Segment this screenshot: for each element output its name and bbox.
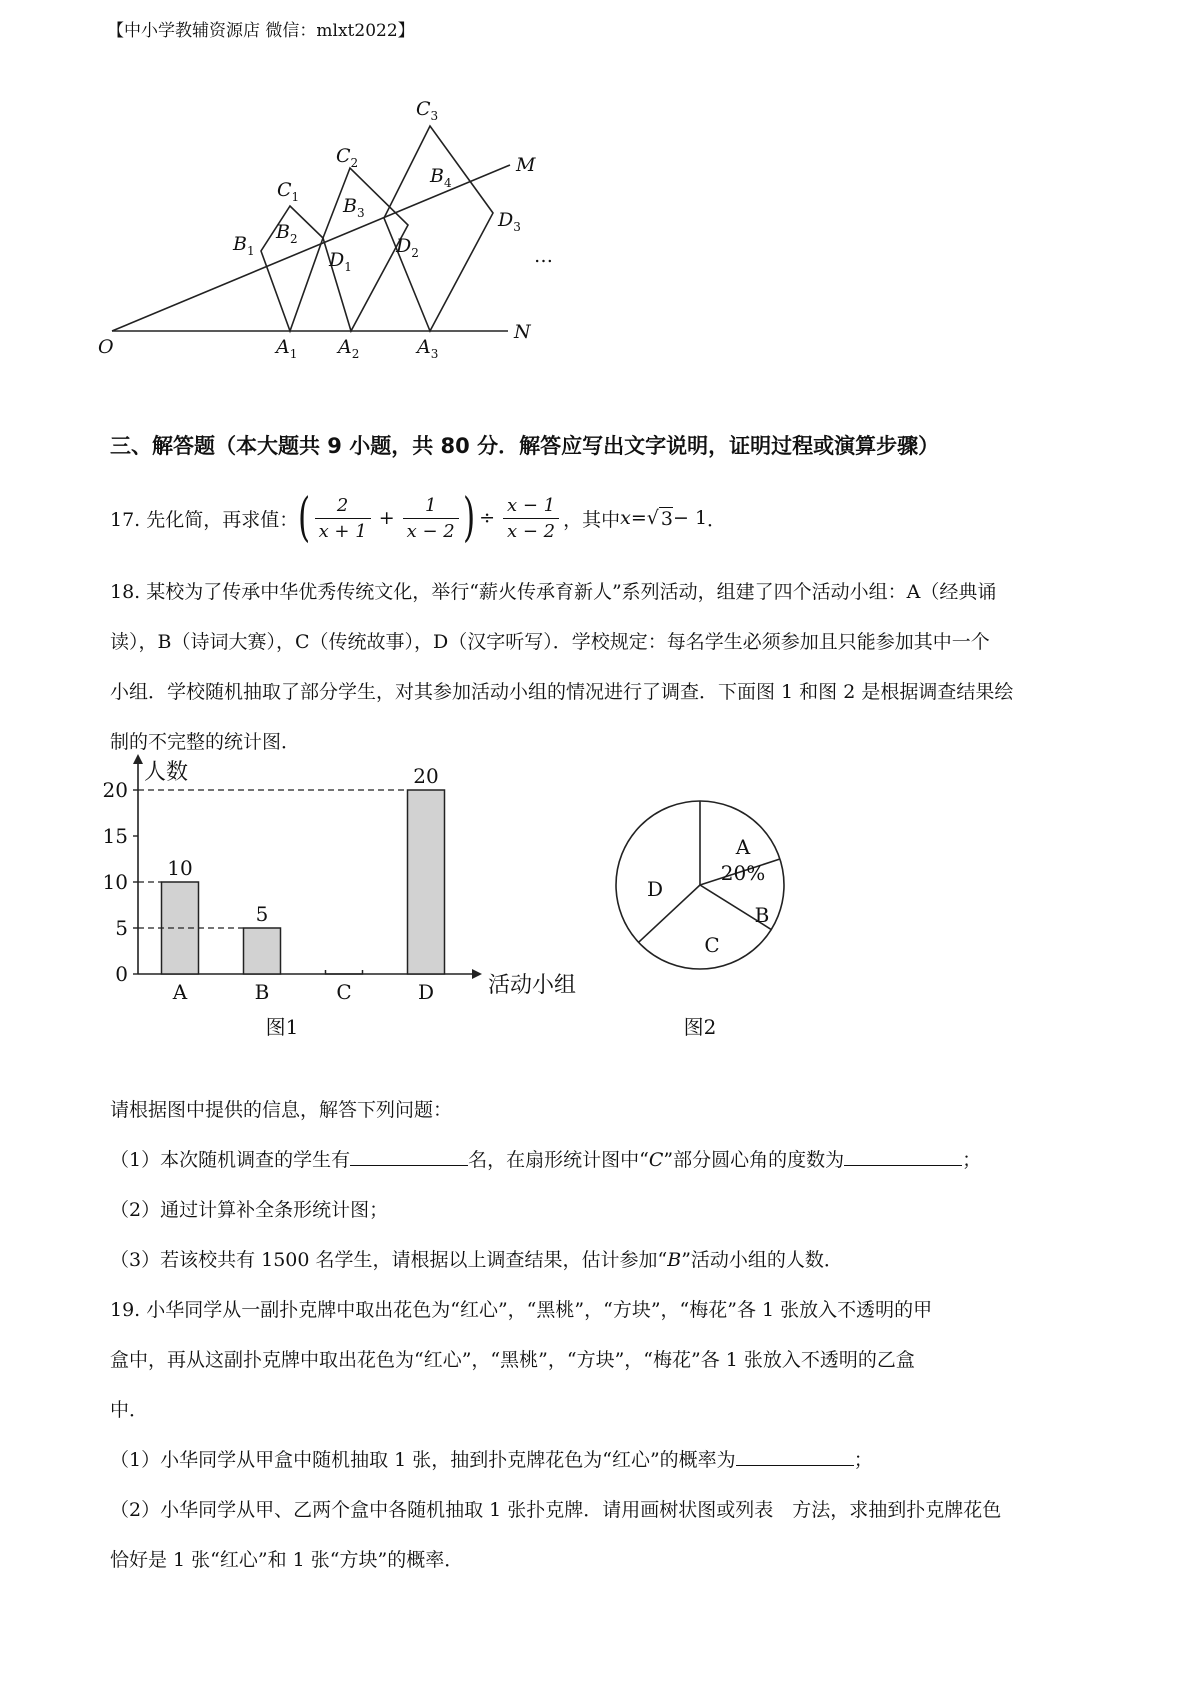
q18-line-2: 读），B（诗词大赛），C（传统故事），D（汉字听写）．学校规定：每名学生必须参加且只能参加其中一个: [110, 631, 990, 653]
q18-prompt: 请根据图中提供的信息，解答下列问题：: [110, 1099, 453, 1121]
q18-line-1: 18. 某校为了传承中华优秀传统文化，举行“薪火传承育新人”系列活动，组建了四个活动小组：A（经典诵: [110, 581, 997, 603]
q17-f3-num: x − 1: [506, 494, 556, 516]
bar-chart: [100, 752, 600, 1042]
answer-blank-2[interactable]: [844, 1164, 962, 1166]
category-label-B: B: [254, 980, 270, 1004]
q17-fraction-1: [315, 495, 371, 542]
q19-sub2-line-1: （2）小华同学从甲、乙两个盒中各随机抽取 1 张扑克牌．请用画树状图或列表 方法，求抽到扑克牌花色: [110, 1499, 1002, 1521]
q17-mid: ，其中: [563, 508, 621, 531]
q18-sub1: [110, 1135, 981, 1185]
data-label-A: 10: [167, 856, 193, 880]
bar-B: [244, 928, 281, 974]
answer-blank-3[interactable]: [736, 1464, 854, 1466]
bar-D: [408, 790, 445, 974]
y-tick-label: 15: [102, 824, 128, 848]
bar-chart-ylabel: 人数: [144, 760, 189, 785]
q17-x: x: [620, 507, 631, 529]
q17-eq: =: [630, 507, 647, 529]
q19-sub2-line-2: 恰好是 1 张“红心”和 1 张“方块”的概率．: [110, 1549, 464, 1571]
label-b1: $B_1$: [233, 233, 255, 258]
q19-sub1-end: ；: [853, 1449, 873, 1471]
category-label-C: C: [336, 980, 352, 1004]
right-paren: ): [462, 488, 476, 548]
q18-sub1-text-d: ”部分圆心角的度数为: [663, 1149, 845, 1171]
q17-tail: − 1: [672, 507, 708, 529]
left-paren: (: [298, 488, 311, 548]
pie-percent-A: 20%: [720, 861, 766, 885]
bar-chart-xlabel: 活动小组: [488, 973, 577, 998]
label-ellipsis: …: [534, 245, 553, 267]
pie-chart: [600, 770, 800, 1042]
label-c1: $C_1$: [277, 179, 300, 204]
label-m: M: [516, 154, 536, 176]
q18-sub1-text-a: （1）本次随机调查的学生有: [110, 1149, 351, 1171]
label-d2: $D_2$: [396, 235, 419, 260]
label-c3: $C_3$: [416, 98, 439, 123]
bar-placeholder-C: [326, 970, 363, 974]
pie-label-D: D: [646, 877, 664, 901]
q17-end: ．: [707, 508, 727, 531]
q19-sub1-text: （1）小华同学从甲盒中随机抽取 1 张，抽到扑克牌花色为“红心”的概率为: [110, 1449, 736, 1471]
rhombus-1: [261, 206, 323, 331]
data-label-D: 20: [413, 764, 439, 788]
label-n: N: [514, 321, 531, 343]
label-o: O: [98, 336, 114, 358]
y-tick-label: 20: [102, 778, 128, 802]
q19-line-1: 19. 小华同学从一副扑克牌中取出花色为“红心”，“黑桃”，“方块”，“梅花”各 1 张放入不透明的甲: [110, 1299, 933, 1321]
q18-sub3-b: B: [667, 1249, 682, 1271]
y-tick-label: 5: [115, 916, 128, 940]
pie-label-B: B: [754, 903, 770, 927]
q17-sqrt-arg: 3: [660, 507, 673, 530]
q18-sub2: （2）通过计算补全条形统计图；: [110, 1199, 389, 1221]
q19-line-2: 盒中，再从这副扑克牌中取出花色为“红心”，“黑桃”，“方块”，“梅花”各 1 张放入不透明的乙盒: [110, 1349, 915, 1371]
q17-f2-num: 1: [424, 494, 437, 516]
q17-sqrt-sym: √: [646, 507, 659, 529]
header-note: 【中小学教辅资源店 微信：mlxt2022】: [107, 21, 415, 41]
q17-fraction-3: [503, 495, 559, 542]
q17-div: ÷: [479, 507, 495, 529]
label-c2: $C_2$: [336, 145, 359, 170]
q18-sub1-text-b: 名，在扇形统计图中“: [468, 1149, 649, 1171]
q19-sub1: [110, 1435, 873, 1485]
label-d3: $D_3$: [498, 209, 521, 234]
label-b2: $B_2$: [276, 221, 298, 246]
q19-line-3: 中．: [110, 1399, 149, 1421]
pie-label-C: C: [704, 933, 720, 957]
q17-fraction-2: [403, 495, 459, 542]
category-label-D: D: [417, 980, 435, 1004]
label-b4: $B_4$: [430, 165, 452, 190]
q18-line-4: 制的不完整的统计图．: [110, 731, 301, 753]
pie-label-A: A: [735, 835, 751, 859]
q18-sub3-text-c: ”活动小组的人数．: [681, 1249, 843, 1271]
label-a2: $A_2$: [338, 336, 360, 361]
section-title: 三、解答题（本大题共 9 小题，共 80 分．解答应写出文字说明，证明过程或演算步骤）: [110, 434, 940, 458]
y-tick-label: 0: [115, 962, 128, 986]
q18-line-3: 小组．学校随机抽取了部分学生，对其参加活动小组的情况进行了调查．下面图 1 和图 2 是根据调查结果绘: [110, 681, 1014, 703]
q17-plus: +: [378, 507, 395, 529]
q18-sub1-text-e: ；: [962, 1149, 982, 1171]
answer-blank-1[interactable]: [350, 1164, 468, 1166]
q18-sub1-c: C: [648, 1149, 664, 1171]
q17-prefix: 17. 先化简，再求值：: [110, 508, 299, 531]
rhombus-3: [384, 126, 493, 331]
y-axis-arrow: [133, 754, 143, 764]
pie-chart-caption: 图2: [683, 1015, 717, 1039]
label-d1: $D_1$: [329, 249, 352, 274]
label-b3: $B_3$: [343, 195, 365, 220]
x-axis-arrow: [472, 969, 482, 979]
label-a3: $A_3$: [417, 336, 439, 361]
y-tick-label: 10: [102, 870, 128, 894]
q17-f2-den: x − 2: [403, 518, 459, 542]
q17-f1-num: 2: [336, 494, 349, 516]
category-label-A: A: [172, 980, 188, 1004]
question-17: [110, 488, 726, 548]
q17-f1-den: x + 1: [315, 518, 371, 542]
q17-f3-den: x − 2: [503, 518, 559, 542]
geometry-figure: [90, 90, 610, 370]
q18-sub3: [110, 1235, 843, 1285]
bar-chart-caption: 图1: [265, 1015, 299, 1039]
data-label-B: 5: [255, 902, 269, 926]
label-a1: $A_1$: [276, 336, 298, 361]
q18-sub3-text-a: （3）若该校共有 1500 名学生，请根据以上调查结果，估计参加“: [110, 1249, 668, 1271]
